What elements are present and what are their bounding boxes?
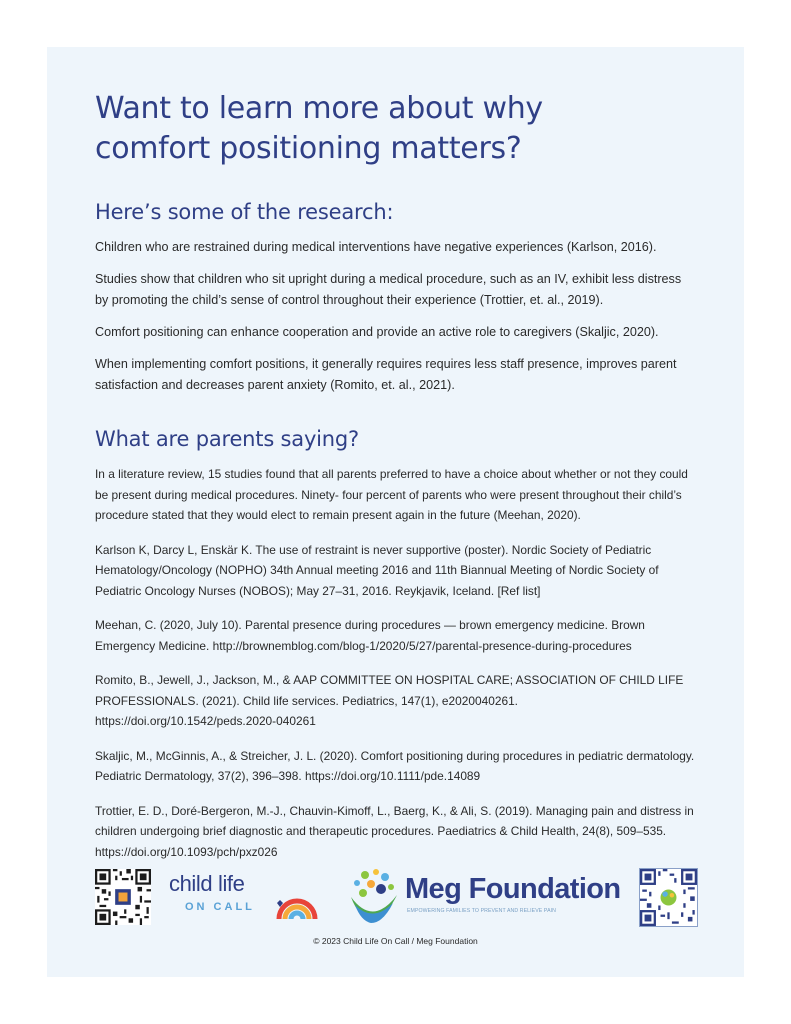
qr-code-icon[interactable]	[95, 869, 151, 925]
reference-item: Romito, B., Jewell, J., Jackson, M., & AAP COMMITTEE ON HOSPITAL CARE; ASSOCIATION OF CHILD LIFE PROFESSIONALS. (2021). Child life services. Pediatrics, 147(1), e2020040261. https://doi.org/10.1542/peds.2020-040261	[95, 673, 684, 728]
meg-foundation-icon	[345, 865, 403, 927]
parents-section	[95, 426, 697, 526]
research-heading: Here’s some of the research:	[95, 200, 394, 224]
reference-item: Skaljic, M., McGinnis, A., & Streicher, J. L. (2020). Comfort positioning during procedures in pediatric dermatology. Pediatric Dermatology, 37(2), 396–398. https://doi.org/10.1111/pde.14089	[95, 748, 695, 783]
research-section	[95, 237, 697, 396]
parents-paragraph: In a literature review, 15 studies found that all parents preferred to have a choice about whether or not they could be present during medical procedures. Ninety- four percent of parents who were present throughout their child’s procedure stated that they would elect to remain present again in the future (Meehan, 2020).	[95, 467, 688, 522]
child-life-on-call-logo	[169, 871, 319, 923]
page-title	[95, 89, 697, 169]
title-line-1: Want to learn more about why	[95, 91, 543, 126]
research-paragraph: Comfort positioning can enhance cooperation and provide an active role to caregivers (Skaljic, 2020).	[95, 325, 659, 339]
copyright-text: © 2023 Child Life On Call / Meg Foundation	[313, 936, 478, 946]
meg-foundation-tagline: EMPOWERING FAMILIES TO PREVENT AND RELIEVE PAIN	[407, 908, 557, 914]
reference-item: Trottier, E. D., Doré-Bergeron, M.-J., Chauvin-Kimoff, L., Baerg, K., & Ali, S. (2019). Managing pain and distress in children undergoing brief diagnostic and therapeutic procedures. Paediatrics & Child Health, 24(8), 509–535. https://doi.org/10.1093/pch/pxz026	[95, 803, 694, 859]
research-paragraph: Studies show that children who sit upright during a medical procedure, such as an IV, exhibit less distress by promoting the child’s sense of control throughout their experience (Trottier, et. al., 2019).	[95, 272, 682, 307]
meg-foundation-name: Meg Foundation	[405, 873, 621, 905]
content-card	[47, 47, 744, 977]
reference-item: Karlson K, Darcy L, Enskär K. The use of restraint is never supportive (poster). Nordic Society of Pediatric Hematology/Oncology (NOPHO) 34th Annual meeting 2016 and 11th Biannual Meeting of Nordic Society of Pediatric Oncology Nurses (NOBOS); May 27–31, 2016. Reykjavik, Iceland. [Ref list]	[95, 542, 659, 598]
on-call-text: ON CALL	[185, 901, 255, 913]
child-life-text: child life	[169, 871, 245, 896]
reference-item: Meehan, C. (2020, July 10). Parental presence during procedures — brown emergency medicine. Brown Emergency Medicine. http://brownemblog.com/blog-1/2020/5/27/parental-presence-during-procedures	[95, 618, 645, 653]
qr-code-icon[interactable]	[639, 868, 698, 927]
footer-logos	[95, 869, 697, 929]
research-paragraph: Children who are restrained during medical interventions have negative experiences (Karlson, 2016).	[95, 240, 657, 254]
rainbow-icon	[275, 873, 319, 923]
meg-foundation-logo	[345, 865, 625, 927]
title-line-2: comfort positioning matters?	[95, 131, 522, 166]
references-list	[95, 540, 697, 863]
main-content	[95, 89, 697, 862]
research-paragraph: When implementing comfort positions, it generally requires requires less staff presence, improves parent satisfaction and decreases parent anxiety (Romito, et. al., 2021).	[95, 357, 677, 392]
parents-heading: What are parents saying?	[95, 427, 359, 451]
